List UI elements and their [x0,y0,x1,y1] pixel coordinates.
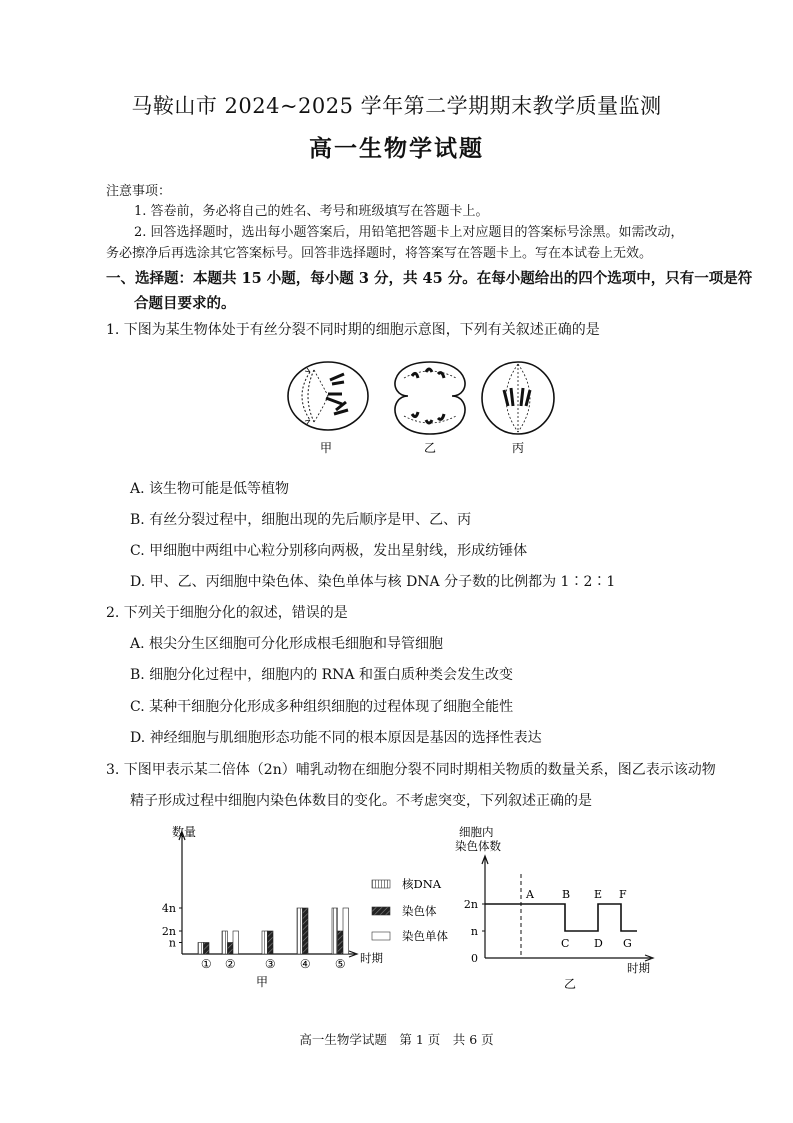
cell-label-bing: 丙 [511,441,525,455]
point-label-e: E [594,888,603,901]
legend-swatch-dna [372,880,390,888]
bar-chromosome [338,931,344,954]
cell-bing [482,362,554,434]
cell-label-yi: 乙 [423,441,437,455]
notice-item-2: 2. 回答选择题时，选出每小题答案后，用铅笔把答题卡上对应题目的答案标号涂黑。如需改动， [134,225,684,240]
section-heading-line2: 合题目要求的。 [134,295,236,312]
y-tick-label: 0 [471,952,478,965]
bar-chromosome [204,943,210,955]
chart-jia-xlabel: 时期 [360,951,383,965]
y-tick-label: 2n [161,925,176,938]
point-label-a: A [526,888,534,901]
q1-option-c: C. 甲细胞中两组中心粒分别移向两极，发出星射线，形成纺锤体 [130,543,528,559]
chart-yi-ylabel-line2: 染色体数 [455,839,501,853]
bar-dna [262,931,268,954]
bar-chromosome [303,908,309,954]
point-label-b: B [562,888,571,901]
chart-yi [455,822,675,992]
chart-jia-ylabel: 数量 [172,825,197,839]
chart-yi-xlabel: 时期 [627,961,650,975]
bar-chromosome [228,943,234,955]
section-heading-line1: 一、选择题：本题共 15 小题，每小题 3 分，共 45 分。在每小题给出的四个选项中，只有一项是符 [106,270,753,287]
legend-label-chromosome: 染色体 [402,904,437,918]
question-1-stem: 1. 下图为某生物体处于有丝分裂不同时期的细胞示意图，下列有关叙述正确的是 [106,322,600,338]
notice-item-1: 1. 答卷前，务必将自己的姓名、考号和班级填写在答题卡上。 [134,204,489,219]
chart-jia [150,822,450,992]
point-label-g: G [623,937,632,950]
bar-dna [222,931,228,954]
notice-item-2-cont: 务必擦净后再选涂其它答案标号。回答非选择题时，将答案写在答题卡上。写在本试卷上无效。 [106,246,653,261]
notice-heading: 注意事项： [106,184,172,199]
bar-chromosome [268,931,274,954]
y-tick-label: n [470,925,478,938]
y-tick-label: 4n [161,902,176,915]
point-label-c: C [561,937,570,950]
exam-subtitle: 高一生物学试题 [309,135,484,162]
chart-jia-title: 甲 [255,975,269,989]
q2-option-c: C. 某种干细胞分化形成多种组织细胞的过程体现了细胞全能性 [130,699,514,715]
x-tick-label: ④ [299,957,311,971]
legend-label-chromatid: 染色单体 [402,929,448,943]
exam-title: 马鞍山市 2024~2025 学年第二学期期末教学质量监测 [131,94,662,118]
page-footer: 高一生物学试题 第 1 页 共 6 页 [299,1032,494,1047]
x-tick-label: ② [224,957,236,971]
chart-yi-title: 乙 [563,977,577,991]
legend-label-dna: 核DNA [402,877,442,891]
q2-option-d: D. 神经细胞与肌细胞形态功能不同的根本原因是基因的选择性表达 [130,730,542,746]
question-2-stem: 2. 下列关于细胞分化的叙述，错误的是 [106,605,348,621]
question-3-stem-line1: 3. 下图甲表示某二倍体（2n）哺乳动物在细胞分裂不同时期相关物质的数量关系，图乙表示该动物 [106,762,716,778]
point-label-d: D [594,937,603,950]
bar-chromatid [343,908,349,954]
chart-yi-ylabel-line1: 细胞内 [459,825,494,839]
y-tick-label: n [168,936,176,950]
chart-jia-bars [198,908,349,954]
bar-chromatid [233,931,239,954]
x-tick-label: ③ [264,957,276,971]
cell-label-jia: 甲 [319,441,333,455]
q2-option-b: B. 细胞分化过程中，细胞内的 RNA 和蛋白质种类会发生改变 [130,667,513,683]
chart-yi-plot [464,856,653,965]
x-tick-label: ① [200,957,212,971]
mitosis-cells-figure [280,350,560,460]
cell-yi [395,362,465,434]
y-tick-label: 2n [463,898,478,911]
cell-jia [288,362,368,430]
question-3-stem-line2: 精子形成过程中细胞内染色体数目的变化。不考虑突变，下列叙述正确的是 [130,793,592,809]
legend-swatch-chromosome [372,907,390,915]
q2-option-a: A. 根尖分生区细胞可分化形成根毛细胞和导管细胞 [130,636,444,652]
q1-option-a: A. 该生物可能是低等植物 [130,481,290,497]
x-tick-label: ⑤ [334,957,346,971]
legend-swatch-chromatid [372,932,390,940]
bar-dna [297,908,303,954]
q1-option-b: B. 有丝分裂过程中，细胞出现的先后顺序是甲、乙、丙 [130,512,472,528]
chart-jia-labels [162,902,346,971]
chromosome-count-line [485,904,637,931]
bar-dna [332,908,338,954]
bar-dna [198,943,204,955]
point-label-f: F [619,888,627,901]
q1-option-d: D. 甲、乙、丙细胞中染色体、染色单体与核 DNA 分子数的比例都为 1∶2∶1 [130,574,616,590]
